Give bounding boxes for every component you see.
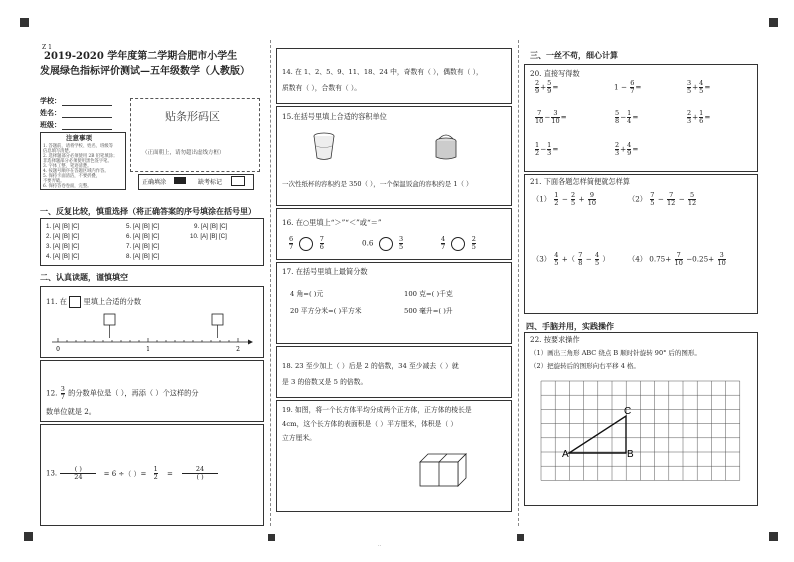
fraction: $\frac{2}{3}$ bbox=[687, 109, 692, 125]
q16-item-a bbox=[288, 236, 325, 251]
fraction: $\frac{7}{5}$ bbox=[650, 191, 655, 207]
fraction: $\frac{5}{8}$ bbox=[615, 109, 620, 125]
class-field[interactable] bbox=[62, 129, 112, 130]
paper-cup-image bbox=[312, 132, 336, 162]
compare-circle[interactable] bbox=[451, 237, 465, 251]
q11-answer-square[interactable] bbox=[69, 296, 81, 308]
q11-answer-box-2 bbox=[212, 314, 223, 325]
fraction: $\frac{3}{10}$ bbox=[717, 251, 726, 267]
q18-box bbox=[276, 346, 512, 398]
correct-fill-label: 正确填涂 bbox=[142, 179, 167, 186]
fraction: $\frac{2}{3}$ bbox=[615, 141, 620, 157]
fraction: $\frac{4}{7}$ bbox=[441, 235, 446, 251]
compare-circle[interactable] bbox=[379, 237, 393, 251]
bottom-mark-2 bbox=[517, 534, 524, 541]
fraction: $\frac{3}{7}$ bbox=[60, 385, 65, 401]
answer-choice[interactable]: 6. [A] [B] [C] bbox=[126, 233, 160, 240]
answer-choice[interactable]: 3. [A] [B] [C] bbox=[46, 243, 80, 250]
lunch-box-image bbox=[432, 132, 460, 162]
q17-item: 4 角=( )元 bbox=[290, 290, 324, 298]
fraction: $\frac{4}{5}$ bbox=[554, 251, 559, 267]
q17-item: 20 平方分米=( )平方米 bbox=[290, 307, 362, 315]
q20-expression: $\frac{5}{8}$ − $\frac{1}{4}$ = bbox=[615, 109, 639, 125]
q21-expr-1: （1） $\frac{1}{2}$ − $\frac{2}{5}$ + $\frac{9}{10}$ bbox=[532, 191, 597, 207]
fraction: $\frac{4}{5}$ bbox=[594, 251, 600, 267]
q14-text-line2: 质数有（ ），合数有（ ）。 bbox=[282, 84, 362, 92]
answer-choice[interactable]: 7. [A] [B] [C] bbox=[126, 243, 160, 250]
q11-answer-box-1 bbox=[104, 314, 115, 325]
fraction: $\frac{3}{10}$ bbox=[551, 109, 560, 125]
fraction: $\frac{1}{3}$ bbox=[547, 141, 552, 157]
q18-text: 18. 23 至少加上（ ）后是 2 的倍数，34 至少减去（ ）就 bbox=[282, 362, 459, 370]
q20-expression: $\frac{2}{3}$ + $\frac{4}{9}$ = bbox=[615, 141, 639, 157]
fraction: $\frac{2}{5}$ bbox=[471, 235, 476, 251]
fraction: $\frac{9}{10}$ bbox=[587, 191, 597, 207]
number-line bbox=[48, 312, 258, 352]
fraction: $\frac{( )}{24}$ bbox=[60, 466, 96, 481]
answer-choice[interactable]: 9. [A] [B] [C] bbox=[194, 223, 228, 230]
school-field[interactable] bbox=[62, 105, 112, 106]
drawing-grid[interactable] bbox=[540, 380, 744, 492]
tick-label-2: 2 bbox=[236, 346, 240, 352]
q16-text: 16. 在○里填上“＞”“＜”或“＝” bbox=[282, 218, 382, 227]
absent-mark-checkbox[interactable] bbox=[231, 176, 245, 186]
notes-line: 不要弄破。 bbox=[43, 179, 65, 184]
fraction: $\frac{5}{9}$ bbox=[547, 79, 552, 95]
section2-title: 二、认真读题，谨慎填空 bbox=[40, 273, 128, 282]
q15-text: 15.在括号里填上合适的容积单位 bbox=[282, 112, 387, 121]
fraction: $\frac{1}{2}$ bbox=[554, 191, 559, 207]
fraction: $\frac{1}{2}$ bbox=[153, 465, 158, 481]
q21-expr-3: （3） $\frac{4}{5}$ +（ $\frac{7}{8}$ − $\frac{4}{5}$ ） bbox=[532, 251, 610, 267]
compare-circle[interactable] bbox=[299, 237, 313, 251]
answer-choice[interactable]: 1. [A] [B] [C] bbox=[46, 223, 80, 230]
vertex-label-a: A bbox=[562, 449, 569, 460]
section1-title: 一、反复比较，慎重选择（将正确答案的序号填涂在括号里） bbox=[40, 207, 256, 216]
tick-label-0: 0 bbox=[56, 346, 60, 352]
notes-line: 5. 保持卡面清洁，不要折叠， bbox=[43, 174, 101, 179]
q19-text-line3: 立方厘米。 bbox=[282, 434, 316, 442]
number-line-arrow bbox=[248, 340, 253, 345]
q17-item: 100 克=( )千克 bbox=[404, 290, 453, 298]
fraction: $\frac{7}{8}$ bbox=[578, 251, 583, 267]
notes-title: 注意事项 bbox=[66, 134, 92, 142]
vertex-label-c: C bbox=[624, 406, 632, 417]
q13-text: 13. $\frac{( )}{24}$ = 6 ÷（ ）= $\frac{1}{2}$ = $\frac{24}{( )}$ bbox=[46, 466, 219, 481]
q22-text: 22. 按要求操作 bbox=[530, 335, 580, 344]
fraction: $\frac{7}{10}$ bbox=[535, 109, 544, 125]
tick-label-1: 1 bbox=[146, 346, 150, 352]
answer-choice[interactable]: 10. [A] [B] [C] bbox=[190, 233, 227, 240]
corner-mark-tl bbox=[20, 18, 29, 27]
answer-choice[interactable]: 4. [A] [B] [C] bbox=[46, 253, 80, 260]
q16-box bbox=[276, 208, 512, 260]
q20-expression: $\frac{2}{3}$ + $\frac{1}{6}$ = bbox=[687, 109, 711, 125]
q20-expression: $\frac{1}{2}$ − $\frac{1}{3}$ = bbox=[535, 141, 559, 157]
fraction: $\frac{1}{4}$ bbox=[627, 109, 632, 125]
exam-title-line2: 发展绿色指标评价测试—五年级数学（人教版） bbox=[40, 66, 250, 77]
q11-text: 11. 在 里填上合适的分数 bbox=[46, 297, 142, 306]
q14-text: 14. 在 1、2、5、9、11、18、24 中，奇数有（ ），偶数有（ ）， bbox=[282, 68, 483, 76]
answer-choice[interactable]: 5. [A] [B] [C] bbox=[126, 223, 160, 230]
cuboid-figure bbox=[418, 452, 470, 488]
q12-text: 12. $\frac{3}{7}$ 的分数单位是（ ），再添（ ）个这样的分 bbox=[46, 385, 199, 401]
q20-expression: $\frac{7}{10}$ − $\frac{3}{10}$ = bbox=[535, 109, 567, 125]
q17-text: 17. 在括号里填上最简分数 bbox=[282, 267, 368, 276]
q16-item-c bbox=[440, 236, 477, 251]
q16-item-b: 0.6 $\frac{3}{5}$ bbox=[362, 235, 404, 251]
absent-mark-label: 缺考标记 bbox=[198, 179, 223, 186]
q22-instruction-2: （2）把旋转后的图形向右平移 4 格。 bbox=[530, 362, 640, 370]
q20-expression: 1 − $\frac{6}{7}$ = bbox=[614, 79, 642, 95]
fraction: $\frac{4}{9}$ bbox=[627, 141, 632, 157]
bottom-mark-1 bbox=[268, 534, 275, 541]
q18-text-line2: 是 3 的倍数又是 5 的倍数。 bbox=[282, 378, 368, 386]
fraction: $\frac{7}{12}$ bbox=[667, 191, 676, 207]
class-label: 班级： bbox=[40, 120, 61, 129]
fraction: $\frac{2}{5}$ bbox=[571, 191, 576, 207]
name-field[interactable] bbox=[62, 117, 112, 118]
notes-line: 信息填写清楚。 bbox=[43, 149, 74, 154]
triangle-abc bbox=[569, 416, 626, 453]
notes-line: 1. 答题前，请将学校、姓名、班级等 bbox=[43, 144, 113, 149]
q17-item: 500 毫升=( )升 bbox=[404, 307, 453, 315]
fraction: $\frac{2}{9}$ bbox=[535, 79, 540, 95]
school-label: 学校： bbox=[40, 96, 61, 105]
section3-title: 三、一丝不苟，细心计算 bbox=[530, 51, 618, 60]
correct-fill-sample bbox=[174, 177, 186, 184]
q21-text: 21. 下面各题怎样简便就怎样算 bbox=[530, 177, 630, 186]
grid-lines bbox=[541, 381, 740, 480]
fraction: $\frac{3}{5}$ bbox=[399, 235, 404, 251]
fraction: $\frac{3}{5}$ bbox=[687, 79, 692, 95]
footer-dots: ·· bbox=[378, 543, 382, 549]
number-line-ticks bbox=[58, 338, 238, 342]
q20-text: 20. 直接写得数 bbox=[530, 69, 580, 78]
q19-text: 19. 如图，将一个长方体平均分成两个正方体，正方体的棱长是 bbox=[282, 406, 472, 414]
corner-mark-bl bbox=[24, 532, 33, 541]
notes-line: 4. 按题号顺序在答题区域内作答。 bbox=[43, 169, 109, 174]
name-label: 姓名： bbox=[40, 108, 61, 117]
q22-instruction-1: （1）画出三角形 ABC 绕点 B 顺时针旋转 90° 后的图形。 bbox=[530, 349, 701, 357]
vertex-label-b: B bbox=[627, 449, 634, 460]
q19-box bbox=[276, 400, 512, 512]
fraction: $\frac{1}{6}$ bbox=[699, 109, 704, 125]
q19-text-line2: 4cm，这个长方体的表面积是（ ）平方厘米，体积是（ ） bbox=[282, 420, 458, 428]
fraction: $\frac{1}{2}$ bbox=[535, 141, 540, 157]
fraction: $\frac{24}{( )}$ bbox=[182, 466, 218, 481]
q12-text-line2: 数单位就是 2。 bbox=[46, 407, 96, 416]
exam-title-line1: 2019-2020 学年度第二学期合肥市小学生 bbox=[44, 51, 238, 62]
fraction: $\frac{7}{10}$ bbox=[674, 251, 683, 267]
corner-label: Z 1 bbox=[42, 44, 52, 51]
barcode-title: 贴条形码区 bbox=[165, 110, 220, 123]
notes-line: 2. 选择题部分必须使用 2B 铅笔填涂； bbox=[43, 154, 118, 159]
notes-line: 6. 保持答卷卷面，完整。 bbox=[43, 184, 92, 189]
corner-mark-tr bbox=[769, 18, 778, 27]
q21-expr-2: （2） $\frac{7}{5}$ − $\frac{7}{12}$ − $\frac{5}{12}$ bbox=[628, 191, 697, 207]
fraction: $\frac{6}{7}$ bbox=[289, 235, 294, 251]
notes-line: 非选择题部分必须使用黑色签字笔。 bbox=[43, 159, 112, 164]
q20-expression: $\frac{3}{5}$ + $\frac{4}{5}$ = bbox=[687, 79, 711, 95]
corner-mark-br bbox=[769, 532, 778, 541]
answer-choice[interactable]: 2. [A] [B] [C] bbox=[46, 233, 80, 240]
fraction: $\frac{4}{5}$ bbox=[699, 79, 704, 95]
column-divider-1 bbox=[270, 40, 271, 526]
fraction: $\frac{7}{6}$ bbox=[319, 235, 324, 251]
q15-text-line2: 一次性纸杯的容积约是 350（ ），一个保温饭盒的容积约是 1（ ） bbox=[282, 180, 473, 188]
fraction: $\frac{5}{12}$ bbox=[687, 191, 697, 207]
section4-title: 四、手脑并用，实践操作 bbox=[526, 322, 614, 331]
column-divider-2 bbox=[518, 40, 519, 526]
fraction: $\frac{6}{7}$ bbox=[630, 79, 635, 95]
answer-choice[interactable]: 8. [A] [B] [C] bbox=[126, 253, 160, 260]
q20-expression: $\frac{2}{9}$ + $\frac{5}{9}$ = bbox=[535, 79, 559, 95]
notes-line: 3. 字体工整，笔迹清楚。 bbox=[43, 164, 92, 169]
q21-expr-4: （4） 0.75+ $\frac{7}{10}$ −0.25+ $\frac{3}{10}$ bbox=[628, 251, 726, 267]
barcode-note: （正面朝上，请勿超出虚线方框） bbox=[142, 150, 225, 156]
